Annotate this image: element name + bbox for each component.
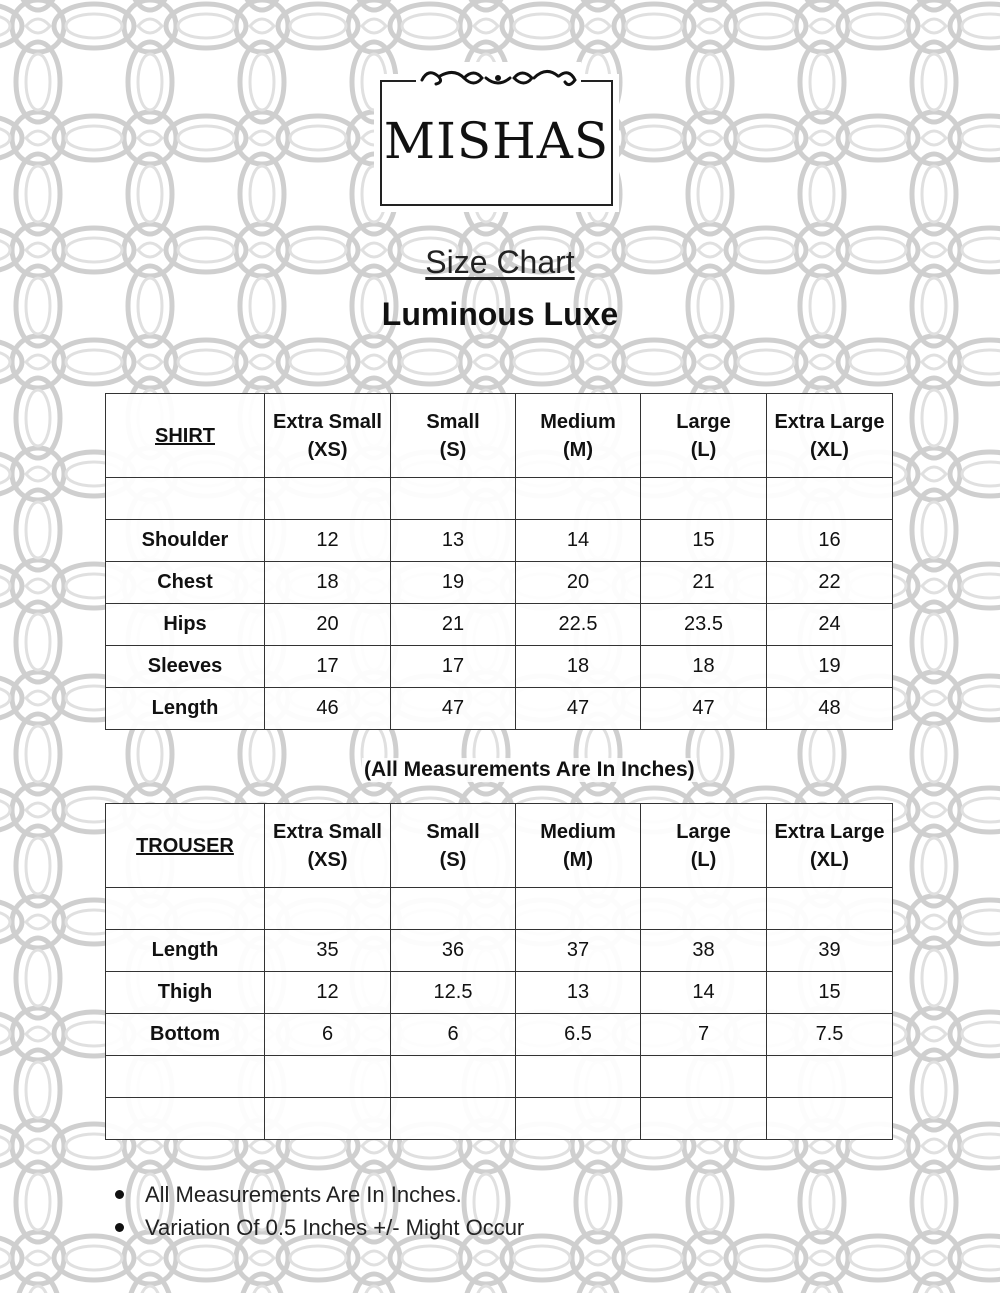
table-row-empty [106,1098,893,1140]
table-cell: 21 [641,562,767,604]
size-header-l: Large (L) [641,394,767,478]
table-cell [265,478,391,520]
table-cell: 14 [516,520,641,562]
measurement-label: Chest [106,562,265,604]
table-cell: 14 [641,972,767,1014]
table-cell [516,888,641,930]
table-cell: 15 [641,520,767,562]
table-cell [106,1056,265,1098]
table-cell: 22 [767,562,893,604]
table-cell [516,1098,641,1140]
table-cell: 12 [265,520,391,562]
table-cell [265,888,391,930]
table-cell: 20 [265,604,391,646]
logo-flourish-icon [416,62,581,94]
list-item [115,1211,524,1244]
shirt-size-table [105,393,893,730]
list-item [115,1178,524,1211]
table-cell [767,478,893,520]
table-cell [106,478,265,520]
table-cell: 48 [767,688,893,730]
size-header-xs: Extra Small (XS) [265,804,391,888]
size-header-xl: Extra Large (XL) [767,804,893,888]
table-row-empty [106,1056,893,1098]
table-row [106,1014,893,1056]
table-cell: 24 [767,604,893,646]
table-cell: 6 [265,1014,391,1056]
table-cell: 22.5 [516,604,641,646]
table-cell [767,1098,893,1140]
table-cell: 19 [391,562,516,604]
shirt-section-label: SHIRT [106,394,265,478]
notes-list [115,1178,524,1244]
table-cell: 13 [391,520,516,562]
table-cell: 18 [641,646,767,688]
size-header-l: Large (L) [641,804,767,888]
table-cell: 36 [391,930,516,972]
table-row-empty [106,478,893,520]
bullet-icon [115,1190,124,1199]
measurement-label: Bottom [106,1014,265,1056]
table-cell: 21 [391,604,516,646]
table-cell: 35 [265,930,391,972]
table-cell: 17 [265,646,391,688]
trouser-section-label: TROUSER [106,804,265,888]
brand-logo-text: MISHAS [383,112,610,170]
size-header-s: Small (S) [391,804,516,888]
table-cell [106,1098,265,1140]
table-cell: 18 [265,562,391,604]
measurement-label: Shoulder [106,520,265,562]
measurement-label: Hips [106,604,265,646]
table-cell: 38 [641,930,767,972]
table-row [106,930,893,972]
bullet-icon [115,1223,124,1232]
table-cell [391,888,516,930]
table-cell [265,1056,391,1098]
table-header-row [106,394,893,478]
table-cell: 46 [265,688,391,730]
note-text: Variation Of 0.5 Inches +/- Might Occur [145,1214,525,1240]
table-row [106,604,893,646]
table-cell: 47 [641,688,767,730]
table-cell [767,888,893,930]
table-cell [641,1098,767,1140]
trouser-size-table [105,803,893,1140]
collection-name: Luminous Luxe [381,296,619,332]
table-cell: 37 [516,930,641,972]
table-cell: 12 [265,972,391,1014]
measurement-label: Length [106,688,265,730]
table-row [106,646,893,688]
table-cell: 6 [391,1014,516,1056]
table-cell [391,1098,516,1140]
measurement-label: Sleeves [106,646,265,688]
table-cell: 7 [641,1014,767,1056]
size-header-xs: Extra Small (XS) [265,394,391,478]
table-cell [767,1056,893,1098]
brand-logo [380,80,613,206]
size-header-xl: Extra Large (XL) [767,394,893,478]
measurement-note: (All Measurements Are In Inches) [364,758,695,781]
table-cell: 7.5 [767,1014,893,1056]
table-cell [265,1098,391,1140]
table-cell: 15 [767,972,893,1014]
table-cell: 23.5 [641,604,767,646]
table-cell [106,888,265,930]
table-cell: 6.5 [516,1014,641,1056]
size-header-m: Medium (M) [516,804,641,888]
table-cell: 13 [516,972,641,1014]
table-cell: 47 [516,688,641,730]
table-row [106,520,893,562]
table-cell [391,1056,516,1098]
measurement-label: Length [106,930,265,972]
table-cell: 17 [391,646,516,688]
table-row [106,688,893,730]
table-cell: 16 [767,520,893,562]
table-row [106,972,893,1014]
table-cell [641,1056,767,1098]
table-cell [641,888,767,930]
measurement-label: Thigh [106,972,265,1014]
table-cell: 20 [516,562,641,604]
table-cell [641,478,767,520]
table-header-row [106,804,893,888]
table-cell: 12.5 [391,972,516,1014]
page-title: Size Chart [425,244,575,280]
size-header-m: Medium (M) [516,394,641,478]
table-cell: 18 [516,646,641,688]
table-cell [516,478,641,520]
size-header-s: Small (S) [391,394,516,478]
table-cell: 47 [391,688,516,730]
note-text: All Measurements Are In Inches. [145,1181,462,1207]
table-cell [516,1056,641,1098]
table-row-empty [106,888,893,930]
table-cell: 19 [767,646,893,688]
table-cell [391,478,516,520]
table-row [106,562,893,604]
table-cell: 39 [767,930,893,972]
